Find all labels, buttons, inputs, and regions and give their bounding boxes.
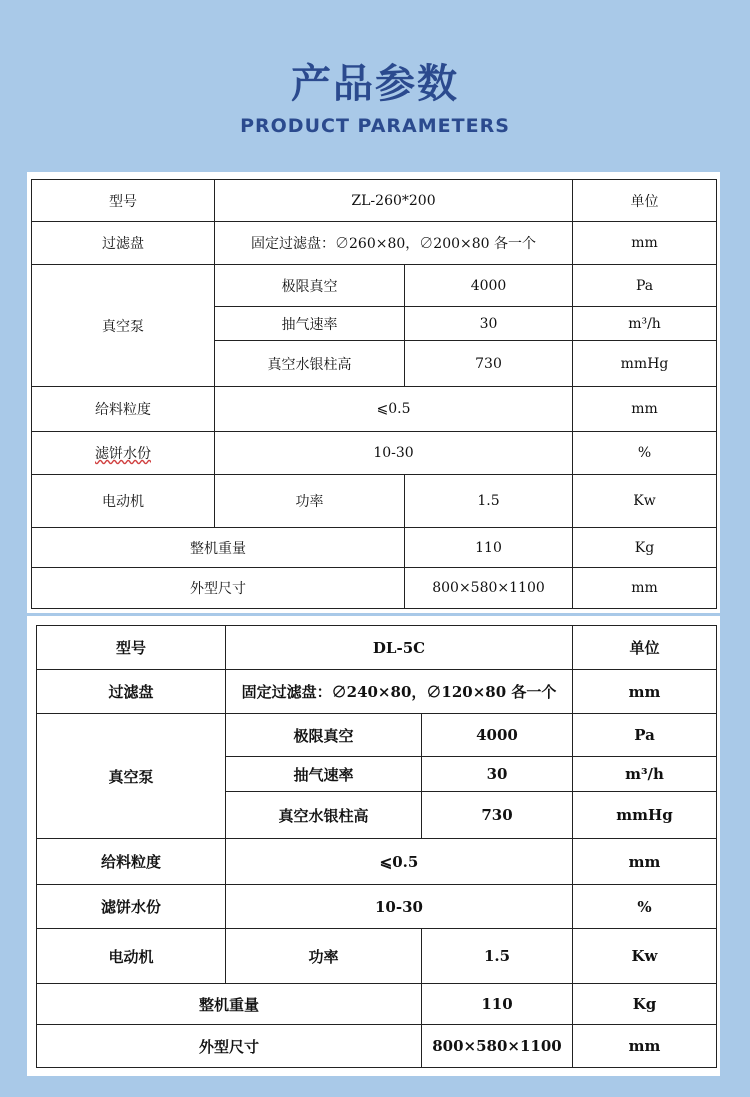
particle-unit: mm xyxy=(573,839,717,885)
parameter-panel-2 xyxy=(27,616,720,1076)
table-row xyxy=(37,885,717,929)
pump-row-value: 30 xyxy=(405,307,573,341)
motor-sub: 功率 xyxy=(226,929,422,984)
table-row xyxy=(32,387,717,432)
pump-row-value: 30 xyxy=(422,757,573,792)
motor-label: 电动机 xyxy=(32,475,215,528)
moisture-value: 10-30 xyxy=(226,885,573,929)
pump-row-value: 730 xyxy=(405,341,573,387)
motor-sub: 功率 xyxy=(215,475,405,528)
table-row xyxy=(32,568,717,609)
table-row xyxy=(32,475,717,528)
moisture-unit: % xyxy=(573,432,717,475)
table-row xyxy=(32,222,717,265)
pump-row-value: 730 xyxy=(422,792,573,839)
weight-label: 整机重量 xyxy=(32,528,405,568)
particle-value: ⩽0.5 xyxy=(215,387,573,432)
size-unit: mm xyxy=(573,568,717,609)
particle-label: 给料粒度 xyxy=(37,839,226,885)
table-row xyxy=(32,180,717,222)
motor-value: 1.5 xyxy=(422,929,573,984)
parameter-table-1 xyxy=(31,179,717,609)
pump-row-unit: m³/h xyxy=(573,757,717,792)
pump-row-label: 抽气速率 xyxy=(226,757,422,792)
particle-unit: mm xyxy=(573,387,717,432)
pump-label: 真空泵 xyxy=(32,265,215,387)
table-row xyxy=(32,265,717,307)
particle-label: 给料粒度 xyxy=(32,387,215,432)
unit-label: 单位 xyxy=(573,626,717,670)
size-value: 800×580×1100 xyxy=(422,1025,573,1068)
table-row xyxy=(37,1025,717,1068)
pump-row-label: 极限真空 xyxy=(226,714,422,757)
unit-label: 单位 xyxy=(573,180,717,222)
moisture-label: 滤饼水份 xyxy=(37,885,226,929)
motor-unit: Kw xyxy=(573,475,717,528)
size-label: 外型尺寸 xyxy=(32,568,405,609)
pump-row-unit: mmHg xyxy=(573,341,717,387)
model-value: DL-5C xyxy=(226,626,573,670)
pump-row-value: 4000 xyxy=(422,714,573,757)
motor-value: 1.5 xyxy=(405,475,573,528)
pump-row-unit: Pa xyxy=(573,265,717,307)
particle-value: ⩽0.5 xyxy=(226,839,573,885)
pump-row-value: 4000 xyxy=(405,265,573,307)
weight-value: 110 xyxy=(422,984,573,1025)
model-label: 型号 xyxy=(32,180,215,222)
filter-unit: mm xyxy=(573,222,717,265)
pump-row-label: 极限真空 xyxy=(215,265,405,307)
table-row xyxy=(32,528,717,568)
weight-unit: Kg xyxy=(573,984,717,1025)
filter-unit: mm xyxy=(573,670,717,714)
table-row xyxy=(37,839,717,885)
pump-label: 真空泵 xyxy=(37,714,226,839)
pump-row-unit: mmHg xyxy=(573,792,717,839)
model-label: 型号 xyxy=(37,626,226,670)
page-subtitle: PRODUCT PARAMETERS xyxy=(240,115,510,137)
pump-row-unit: Pa xyxy=(573,714,717,757)
table-row xyxy=(37,929,717,984)
table-row xyxy=(37,626,717,670)
size-label: 外型尺寸 xyxy=(37,1025,422,1068)
motor-unit: Kw xyxy=(573,929,717,984)
model-value: ZL-260*200 xyxy=(215,180,573,222)
filter-value: 固定过滤盘：∅240×80，∅120×80 各一个 xyxy=(226,670,573,714)
parameter-table-2 xyxy=(36,625,717,1068)
weight-unit: Kg xyxy=(573,528,717,568)
pump-row-label: 真空水银柱高 xyxy=(226,792,422,839)
motor-label: 电动机 xyxy=(37,929,226,984)
page-title: 产品参数 xyxy=(291,61,459,107)
filter-label: 过滤盘 xyxy=(32,222,215,265)
size-unit: mm xyxy=(573,1025,717,1068)
pump-row-unit: m³/h xyxy=(573,307,717,341)
weight-value: 110 xyxy=(405,528,573,568)
table-row xyxy=(37,670,717,714)
filter-label: 过滤盘 xyxy=(37,670,226,714)
moisture-unit: % xyxy=(573,885,717,929)
weight-label: 整机重量 xyxy=(37,984,422,1025)
size-value: 800×580×1100 xyxy=(405,568,573,609)
pump-row-label: 真空水银柱高 xyxy=(215,341,405,387)
table-row xyxy=(32,432,717,475)
moisture-cell xyxy=(32,432,215,475)
moisture-value: 10-30 xyxy=(215,432,573,475)
parameter-panel-1 xyxy=(27,172,720,613)
filter-value: 固定过滤盘：∅260×80，∅200×80 各一个 xyxy=(215,222,573,265)
table-row xyxy=(37,984,717,1025)
table-row xyxy=(37,714,717,757)
moisture-label: 滤饼水份 xyxy=(95,446,151,462)
pump-row-label: 抽气速率 xyxy=(215,307,405,341)
